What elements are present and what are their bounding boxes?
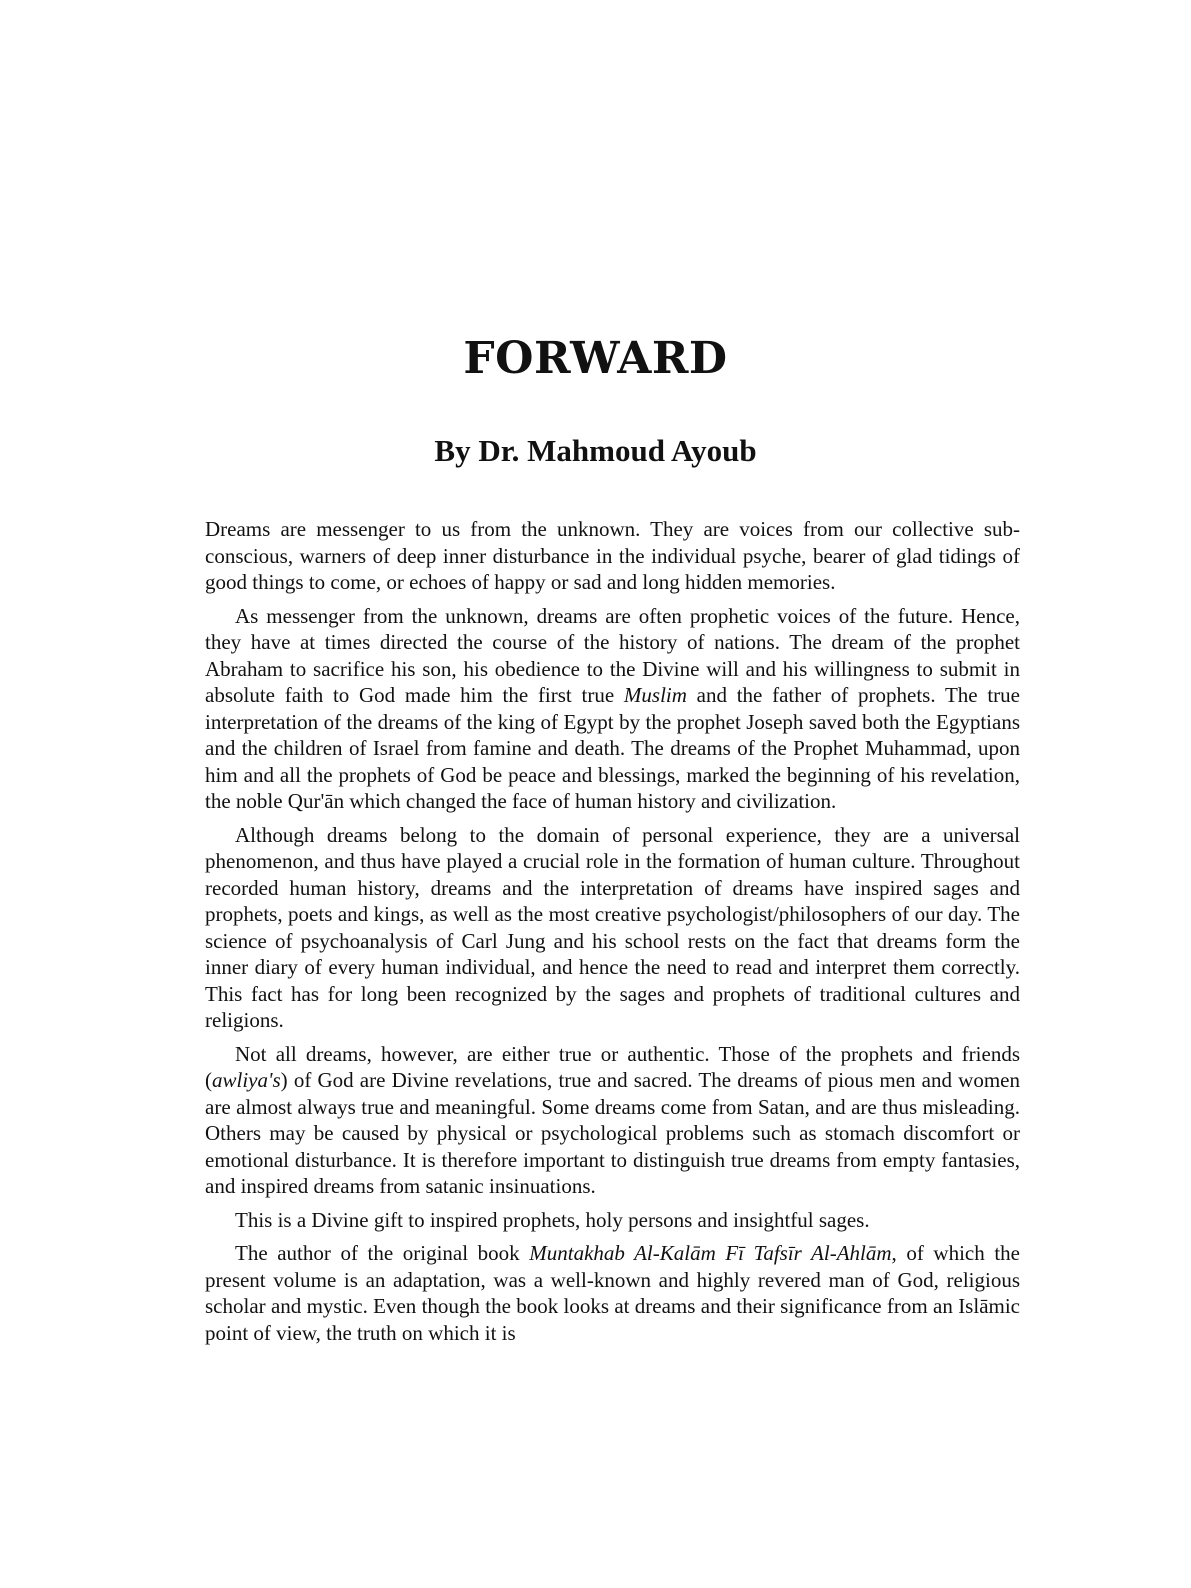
paragraph-6: The author of the original book Muntakhab Al-Kalām Fī Tafsīr Al-Ahlām, of which the present volume is an adaptation, was a well-known and highly revered man of God, religious scholar and mystic. Even though the book looks at dreams and their significance from an Islāmic point of view, the truth on which it is [205, 1241, 1020, 1345]
body-text [205, 516, 1020, 1353]
paragraph-1: Dreams are messenger to us from the unknown. They are voices from our collective sub-conscious, warners of deep inner disturbance in the individual psyche, bearer of glad tidings of good things to come, or echoes of happy or sad and long hidden memories. [205, 517, 1020, 594]
paragraph-5: This is a Divine gift to inspired prophets, holy persons and insightful sages. [235, 1207, 870, 1232]
page-title: FORWARD [463, 333, 728, 384]
author-byline: By Dr. Mahmoud Ayoub [434, 433, 757, 468]
paragraph-4: Not all dreams, however, are either true or authentic. Those of the prophets and friends (awliya's) of God are Divine revelations, true and sacred. The dreams of pious men and women are almost always true and meaningful. Some dreams come from Satan, and are thus misleading. Others may be caused by physical or psychological problems such as stomach discomfort or emotional disturbance. It is therefore important to distinguish true dreams from empty fantasies, and inspired dreams from satanic insinuations. [205, 1041, 1020, 1198]
paragraph-3: Although dreams belong to the domain of personal experience, they are a universal phenomenon, and thus have played a crucial role in the formation of human culture. Throughout recorded human history, dreams and the interpretation of dreams have inspired sages and prophets, poets and kings, as well as the most creative psychologist/philosophers of our day. The science of psychoanalysis of Carl Jung and his school rests on the fact that dreams form the inner diary of every human individual, and hence the need to read and interpret them correctly. This fact has for long been recognized by the sages and prophets of traditional cultures and religions. [205, 822, 1020, 1032]
paragraph-2: As messenger from the unknown, dreams are often prophetic voices of the future. Hence, they have at times directed the course of the history of nations. The dream of the prophet Abraham to sacrifice his son, his obedience to the Divine will and his willingness to submit in absolute faith to God made him the first true Muslim and the father of prophets. The true interpretation of the dreams of the king of Egypt by the prophet Joseph saved both the Egyptians and the children of Israel from famine and death. The dreams of the Prophet Muhammad, upon him and all the prophets of God be peace and blessings, marked the beginning of his revelation, the noble Qur'ān which changed the face of human history and civilization. [205, 603, 1021, 813]
